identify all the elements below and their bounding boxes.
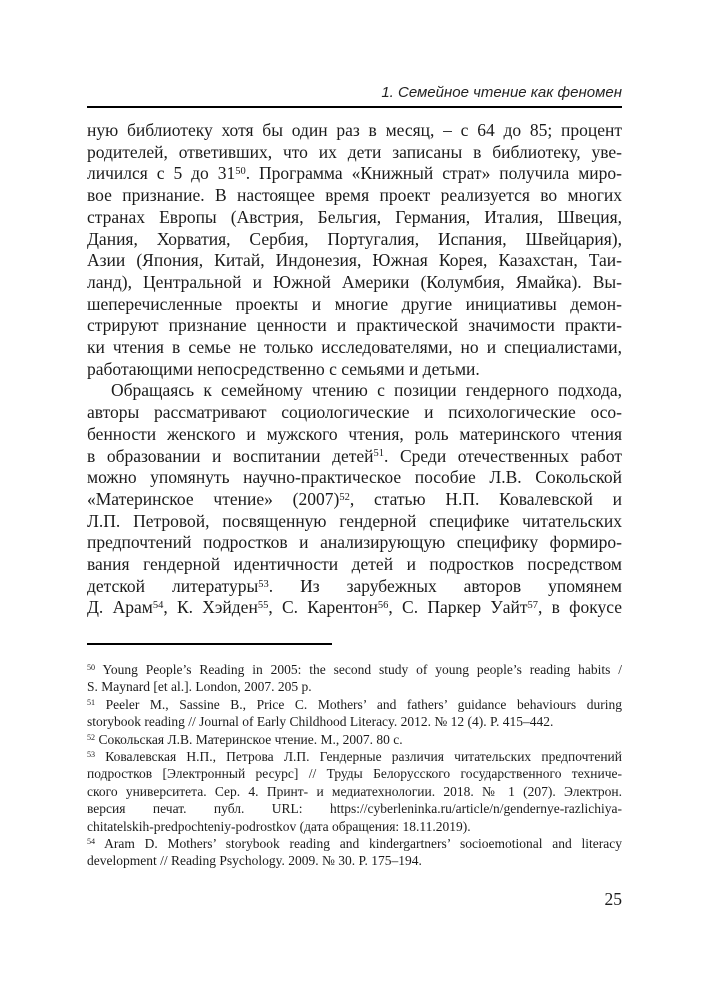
text-line: стрируют признание ценности и практической значимости практи- <box>87 315 622 336</box>
text-line: предпочтений подростков и анализирующую специфику формиро- <box>87 532 622 553</box>
text-line: работающими непосредственно с семьями и детьми. <box>87 358 480 379</box>
footnote-line: подростков [Электронный ресурс] // Труды Белорусского государственного техниче- <box>87 766 622 782</box>
text-line: Азии (Япония, Китай, Индонезия, Южная Корея, Казахстан, Таи- <box>87 250 622 271</box>
footnote-line: chitatelskih-predpochteniy-podrostkov (дата обращения: 18.11.2019). <box>87 818 471 834</box>
footnote-line: $^{54}$ Aram D. Mothers’ storybook reading and kindergartners’ socioemotional and literacy <box>87 836 622 852</box>
footnote-line: $^{50}$ Young People’s Reading in 2005: the second study of young people’s reading habits / <box>87 662 622 677</box>
text-line: авторы рассматривают социологические и психологические осо- <box>87 402 622 423</box>
text-line: Дания, Хорватия, Сербия, Португалия, Испания, Швейцария), <box>87 228 622 249</box>
text-line: можно упомянуть научно-практическое пособие Л.В. Сокольской <box>87 467 622 488</box>
text-line: в образовании и воспитании детей$^{51}$. Среди отечественных работ <box>87 445 623 466</box>
page-number: 25 <box>604 889 622 909</box>
text-line: Обращаясь к семейному чтению с позиции гендерного подхода, <box>111 380 622 401</box>
text-line: детской литературы$^{53}$. Из зарубежных авторов упомянем <box>87 575 623 596</box>
text-line: шеперечисленные проекты и многие другие инициативы демон- <box>87 293 622 314</box>
footnote-line: storybook reading // Journal of Early Childhood Literacy. 2012. № 12 (4). P. 415–442. <box>87 714 554 730</box>
text-line: вания гендерной идентичности детей и подростков посредством <box>87 554 622 575</box>
text-line: бенности женского и мужского чтения, роль материнского чтения <box>87 423 622 444</box>
text-line: личился с 5 до $31^{50}$. Программа «Книжный страт» получила миро- <box>87 163 622 184</box>
text-line: ки чтения в семье не только исследователями, но и специалистами, <box>87 337 622 358</box>
text-line: «Материнское чтение» $(2007)^{52}$, статью Н.П. Ковалевской и <box>87 488 622 509</box>
text-line: ную библиотеку хотя бы один раз в месяц, – с 64 до 85; процент <box>87 120 622 140</box>
body-text <box>87 120 622 619</box>
paragraph <box>87 380 622 619</box>
footnote <box>87 731 622 748</box>
footnote-separator-rule <box>87 643 332 645</box>
footnotes <box>87 661 622 870</box>
footnote <box>87 696 622 731</box>
text-line: Д. Арам$^{54}$, К. Хэйден$^{55}$, С. Карентон$^{56}$, С. Паркер Уайт$^{57}$, в фокусе <box>87 597 623 618</box>
footnote <box>87 748 622 835</box>
text-line: странах Европы (Австрия, Бельгия, Германия, Италия, Швеция, <box>87 206 622 227</box>
text-line: ланд), Центральной и Южной Америки (Колумбия, Ямайка). Вы- <box>87 271 622 292</box>
text-line: Л.П. Петровой, посвященную гендерной специфике читательских <box>87 510 622 531</box>
footnote-line: $^{52}$ Сокольская Л.В. Материнское чтение. М., 2007. 80 с. <box>87 731 403 747</box>
footnote-line: S. Maynard [et al.]. London, 2007. 205 p. <box>87 679 312 695</box>
footnote <box>87 835 622 870</box>
footnote-line: $^{53}$ Ковалевская Н.П., Петрова Л.П. Гендерные различия читательских предпочтений <box>87 749 622 765</box>
header-rule <box>87 106 622 108</box>
footnote-line: development // Reading Psychology. 2009. № 30. P. 175–194. <box>87 853 422 869</box>
footnote-line: $^{51}$ Peeler M., Sassine B., Price C. Mothers’ and fathers’ guidance behaviours during <box>87 696 622 712</box>
running-header: 1. Семейное чтение как феномен <box>381 84 622 101</box>
text-line: родителей, ответивших, что их дети записаны в библиотеку, уве- <box>87 141 622 162</box>
footnote <box>87 661 622 696</box>
paragraph <box>87 120 622 380</box>
footnote-line: ского университета. Сер. 4. Принт- и медиатехнологии. 2018. № 1 (207). Электрон. <box>87 783 622 799</box>
footnote-line: версия печат. публ. URL: https://cyberleninka.ru/article/n/gendernye-razlichiya- <box>87 801 622 817</box>
text-line: вое признание. В настоящее время проект реализуется во многих <box>87 185 622 206</box>
